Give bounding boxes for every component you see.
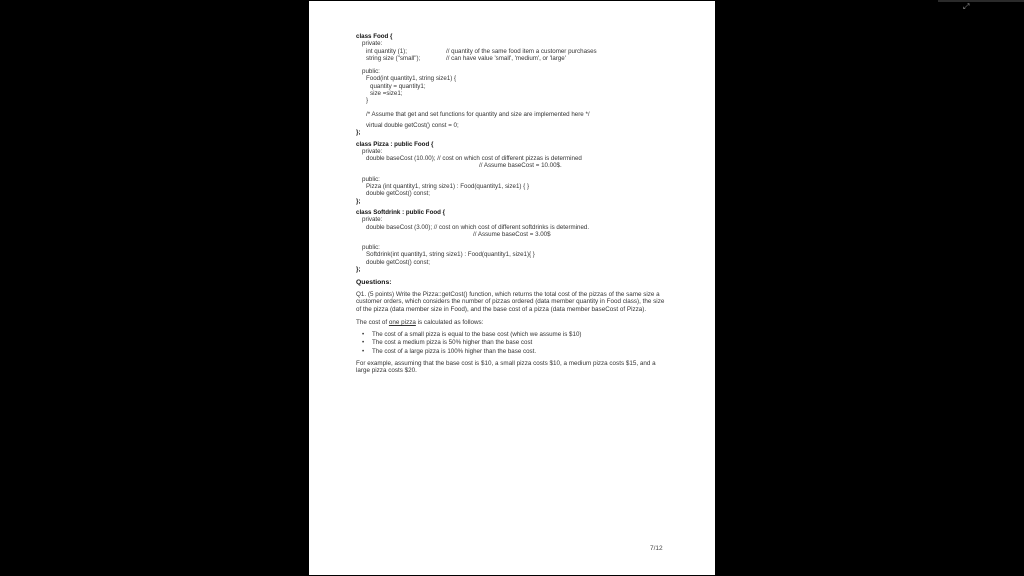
pizza-private-label: private:: [362, 147, 383, 155]
list-item: • The cost of a large pizza is 100% higher than the base cost.: [372, 348, 676, 356]
pizza-getcost-decl: double getCost() const;: [366, 190, 430, 198]
softdrink-constructor: Softdrink(int quantity1, string size1) : Food(quantity1, size1){ }: [366, 251, 535, 259]
cost-rules-list: [356, 331, 676, 356]
page-number: 7/12: [650, 545, 663, 552]
cost-calc-intro: [356, 319, 668, 327]
food-assign-quantity: quantity = quantity1;: [370, 82, 426, 90]
question-1-text: Q1. (5 points) Write the Pizza::getCost() function, which returns the total cost of the pizzas of the same size a customer orders, which considers the number of pizzas ordered (data member quantity in Food class), the size of the pizza (data member size in Food), and the base cost of a pizza (data member baseCost of Pizza).: [356, 290, 665, 313]
document-page: [309, 1, 715, 575]
cost-calc-post: is calculated as follows:: [415, 319, 484, 327]
food-quantity-comment: // quantity of the same food item a customer purchases: [446, 47, 597, 55]
softdrink-class-header: class Softdrink : public Food {: [356, 208, 446, 216]
softdrink-public-label: public:: [362, 244, 380, 252]
food-class-end: };: [356, 129, 361, 137]
food-private-label: private:: [362, 40, 383, 48]
food-public-label: public:: [362, 68, 380, 76]
food-size-decl: string size ("small");: [366, 54, 421, 62]
food-size-comment: // can have value 'small', 'medium', or 'large': [446, 54, 566, 62]
food-assign-size: size =size1;: [370, 90, 403, 98]
softdrink-class-end: };: [356, 266, 361, 274]
scrollbar[interactable]: [938, 0, 1024, 2]
list-item: • The cost of a small pizza is equal to the base cost (which we assume is $10): [372, 331, 676, 339]
example-text: For example, assuming that the base cost is $10, a small pizza costs $10, a medium pizza costs $15, and a large pizza costs $20.: [356, 359, 656, 375]
page-content: [356, 33, 676, 375]
food-class-header: class Food {: [356, 33, 393, 40]
pizza-class-header: class Pizza : public Food {: [356, 140, 434, 148]
food-constructor: Food(int quantity1, string size1) {: [366, 75, 457, 83]
pizza-constructor: Pizza (int quantity1, string size1) : Food(quantity1, size1) { }: [366, 183, 530, 191]
food-size-line: [356, 55, 676, 62]
fullscreen-exit-icon[interactable]: ⤢: [963, 2, 970, 11]
softdrink-basecost-line: double baseCost (3.00); // cost on which cost of different softdrinks is determined.: [366, 223, 590, 231]
softdrink-getcost-decl: double getCost() const;: [366, 258, 430, 266]
list-item: • The cost a medium pizza is 50% higher than the base cost: [372, 339, 676, 347]
food-close-brace: }: [366, 97, 369, 105]
pizza-public-label: public:: [362, 175, 380, 183]
food-virtual-getcost: virtual double getCost() const = 0;: [366, 121, 459, 129]
food-quantity-decl: int quantity (1);: [366, 47, 407, 55]
cost-calc-pre: The cost of: [356, 319, 389, 327]
pizza-basecost-line: double baseCost (10.00); // cost on which cost of different pizzas is determined: [366, 155, 582, 163]
food-quantity-line: [356, 48, 676, 55]
softdrink-private-label: private:: [362, 216, 383, 224]
pizza-assume-comment: // Assume baseCost = 10.00$.: [479, 162, 562, 170]
cost-calc-underlined: one pizza: [388, 319, 416, 327]
questions-heading: Questions:: [356, 279, 392, 287]
softdrink-assume-comment: // Assume baseCost = 3.00$: [473, 230, 551, 238]
pizza-class-end: };: [356, 197, 361, 205]
food-assume-comment: /* Assume that get and set functions for quantity and size are implemented here */: [366, 110, 590, 118]
